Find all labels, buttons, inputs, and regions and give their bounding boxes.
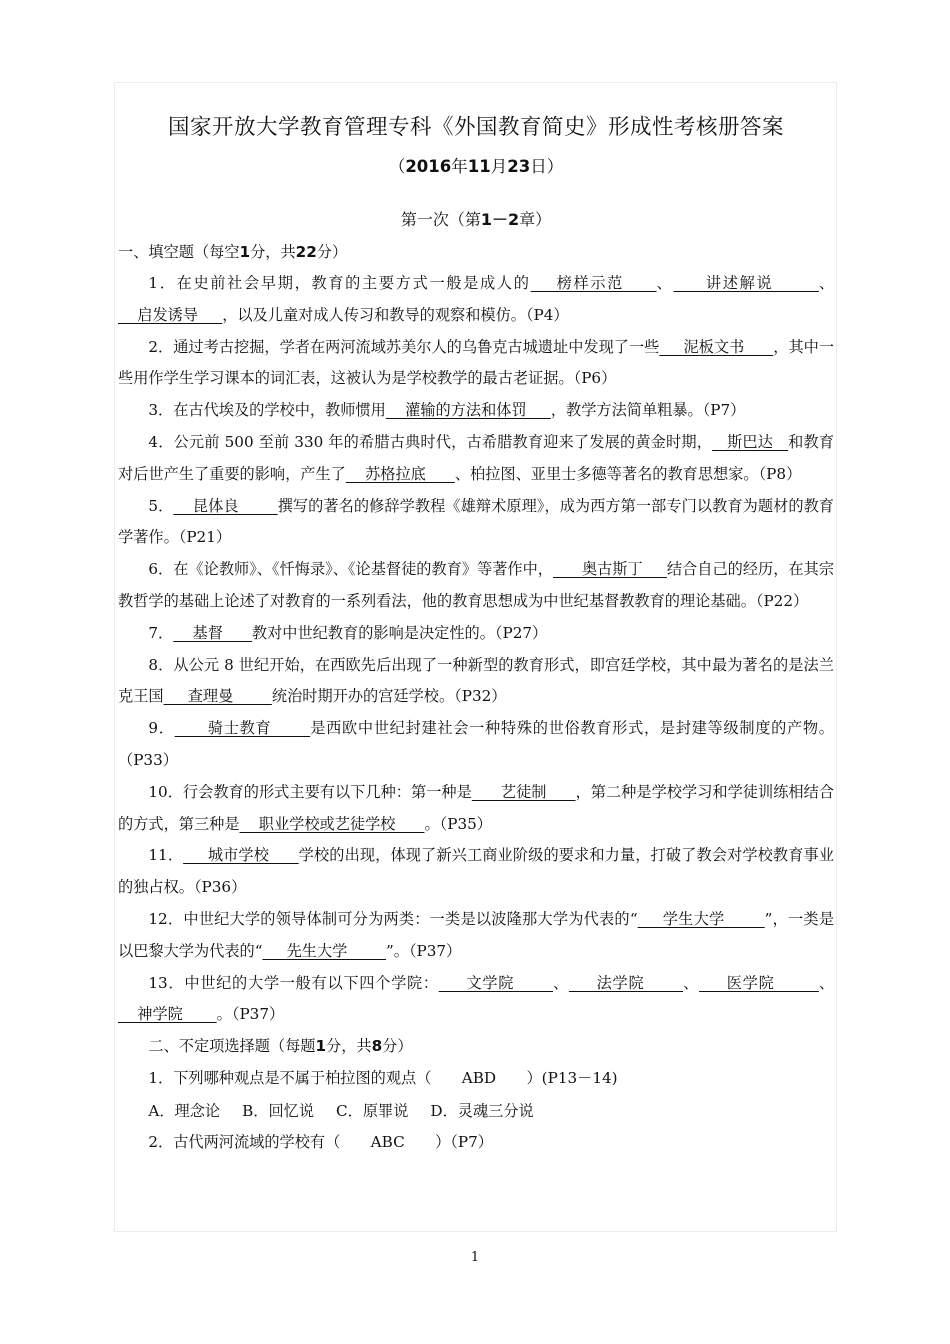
question-13: 13．中世纪的大学一般有以下四个学院： 文学院 、 法学院 、 医学院 、 神学院 。（P37） [118,973,835,1024]
question-11: 11． 城市学校 学校的出现，体现了新兴工商业阶级的要求和力量，打破了教会对学校教育事业的独占权。（P36） [118,846,835,897]
choice-question-2: 2．古代两河流域的学校有（ ABC ）（P7） [148,1132,493,1151]
answer-blank: 昆体良 [173,496,278,515]
answer-blank: 骑士教育 [174,719,311,738]
question-4: 4．公元前 500 至前 330 年的希腊古典时代，古希腊教育迎来了发展的黄金时期， 斯巴达 和教育对后世产生了重要的影响，产生了 苏格拉底 、柏拉图、亚里士多德等著名的教育思想家。（P8） [118,432,835,483]
question-9: 9． 骑士教育 是西欧中世纪封建社会一种特殊的世俗教育形式，是封建等级制度的产物。（P33） [118,719,834,769]
answer-blank: 榜样示范 [530,274,657,292]
answer-blank: 艺徒制 [471,782,576,801]
answer-blank: 先生大学 [262,941,386,960]
question-5: 5． 昆体良 撰写的著名的修辞学教程《雄辩术原理》，成为西方第一部专门以教育为题材的教育学著作。（P21） [118,496,834,547]
choice-question-1: 1．下列哪种观点是不属于柏拉图的观点（ ABD ）(P13－14) [148,1068,618,1087]
answer-blank: 医学院 [699,973,819,992]
section-heading: 第一次（第1－2章） [400,210,552,229]
answer-blank: 启发诱导 [118,305,223,324]
document-date: （2016年11月23日） [388,157,564,176]
answer-blank: 职业学校或艺徒学校 [239,814,425,833]
part-one-heading: 一、填空题（每空1分，共22分） [118,243,348,261]
answer-blank: 基督 [173,623,252,642]
question-6: 6．在《论教师》、《忏悔录》、《论基督徒的教育》等著作中， 奥古斯丁 结合自己的经历，在其宗教哲学的基础上论述了对教育的一系列看法，他的教育思想成为中世纪基督教教育的理论基础。（P22） [118,560,835,610]
answer-blank: 文学院 [438,973,554,992]
answer-blank: 灌输的方法和体罚 [385,401,551,420]
document-title: 国家开放大学教育管理专科《外国教育简史》形成性考核册答案 [167,115,784,140]
answer-blank: 斯巴达 [712,432,789,451]
question-1: 1．在史前社会早期，教育的主要方式一般是成人的 榜样示范 、 讲述解说 、 启发诱导 ，以及儿童对成人传习和教导的观察和模仿。（P4） [118,274,834,324]
choice-options-1 [118,1095,834,1127]
question-10: 10．行会教育的形式主要有以下几种：第一种是 艺徒制 ，第二种是学校学习和学徒训练相结合的方式，第三种是 职业学校或艺徒学校 。（P35） [118,782,835,833]
answer-blank: 神学院 [118,1005,217,1024]
question-8: 8．从公元 8 世纪开始，在西欧先后出现了一种新型的教育形式，即宫廷学校，其中最为著名的是法兰克王国 查理曼 统治时期开办的宫廷学校。（P32） [118,655,834,706]
answer-blank: 讲述解说 [673,274,819,292]
answer-blank: 法学院 [568,973,684,992]
question-3: 3．在古代埃及的学校中，教师惯用 灌输的方法和体罚 ，教学方法简单粗暴。（P7） [148,401,746,420]
question-12: 12．中世纪大学的领导体制可分为两类：一类是以波隆那大学为代表的“ 学生大学 ”，一类是以巴黎大学为代表的“ 先生大学 ”。（P37） [118,909,835,960]
question-7: 7． 基督 教对中世纪教育的影响是决定性的。（P27） [148,623,548,642]
answer-blank: 奥古斯丁 [553,560,667,579]
answer-blank: 泥板文书 [659,337,774,356]
answer-blank: 城市学校 [183,846,299,865]
answer-blank: 学生大学 [637,909,765,928]
option-d: D．灵魂三分说 [430,1101,534,1120]
option-b: B．回忆说 [242,1101,315,1120]
option-a: A．理念论 [148,1101,221,1120]
answer-blank: 查理曼 [163,687,272,706]
question-2: 2．通过考古挖掘，学者在两河流域苏美尔人的乌鲁克古城遗址中发现了一些 泥板文书 ，其中一些用作学生学习课本的词汇表，这被认为是学校教学的最古老证据。（P6） [118,337,835,388]
part-two-heading: 二、不定项选择题（每题1分，共8分） [148,1037,413,1056]
option-c: C．原罪说 [336,1101,409,1120]
document-body [118,100,834,1159]
page-number: 1 [470,1250,480,1265]
answer-blank: 苏格拉底 [345,464,455,483]
